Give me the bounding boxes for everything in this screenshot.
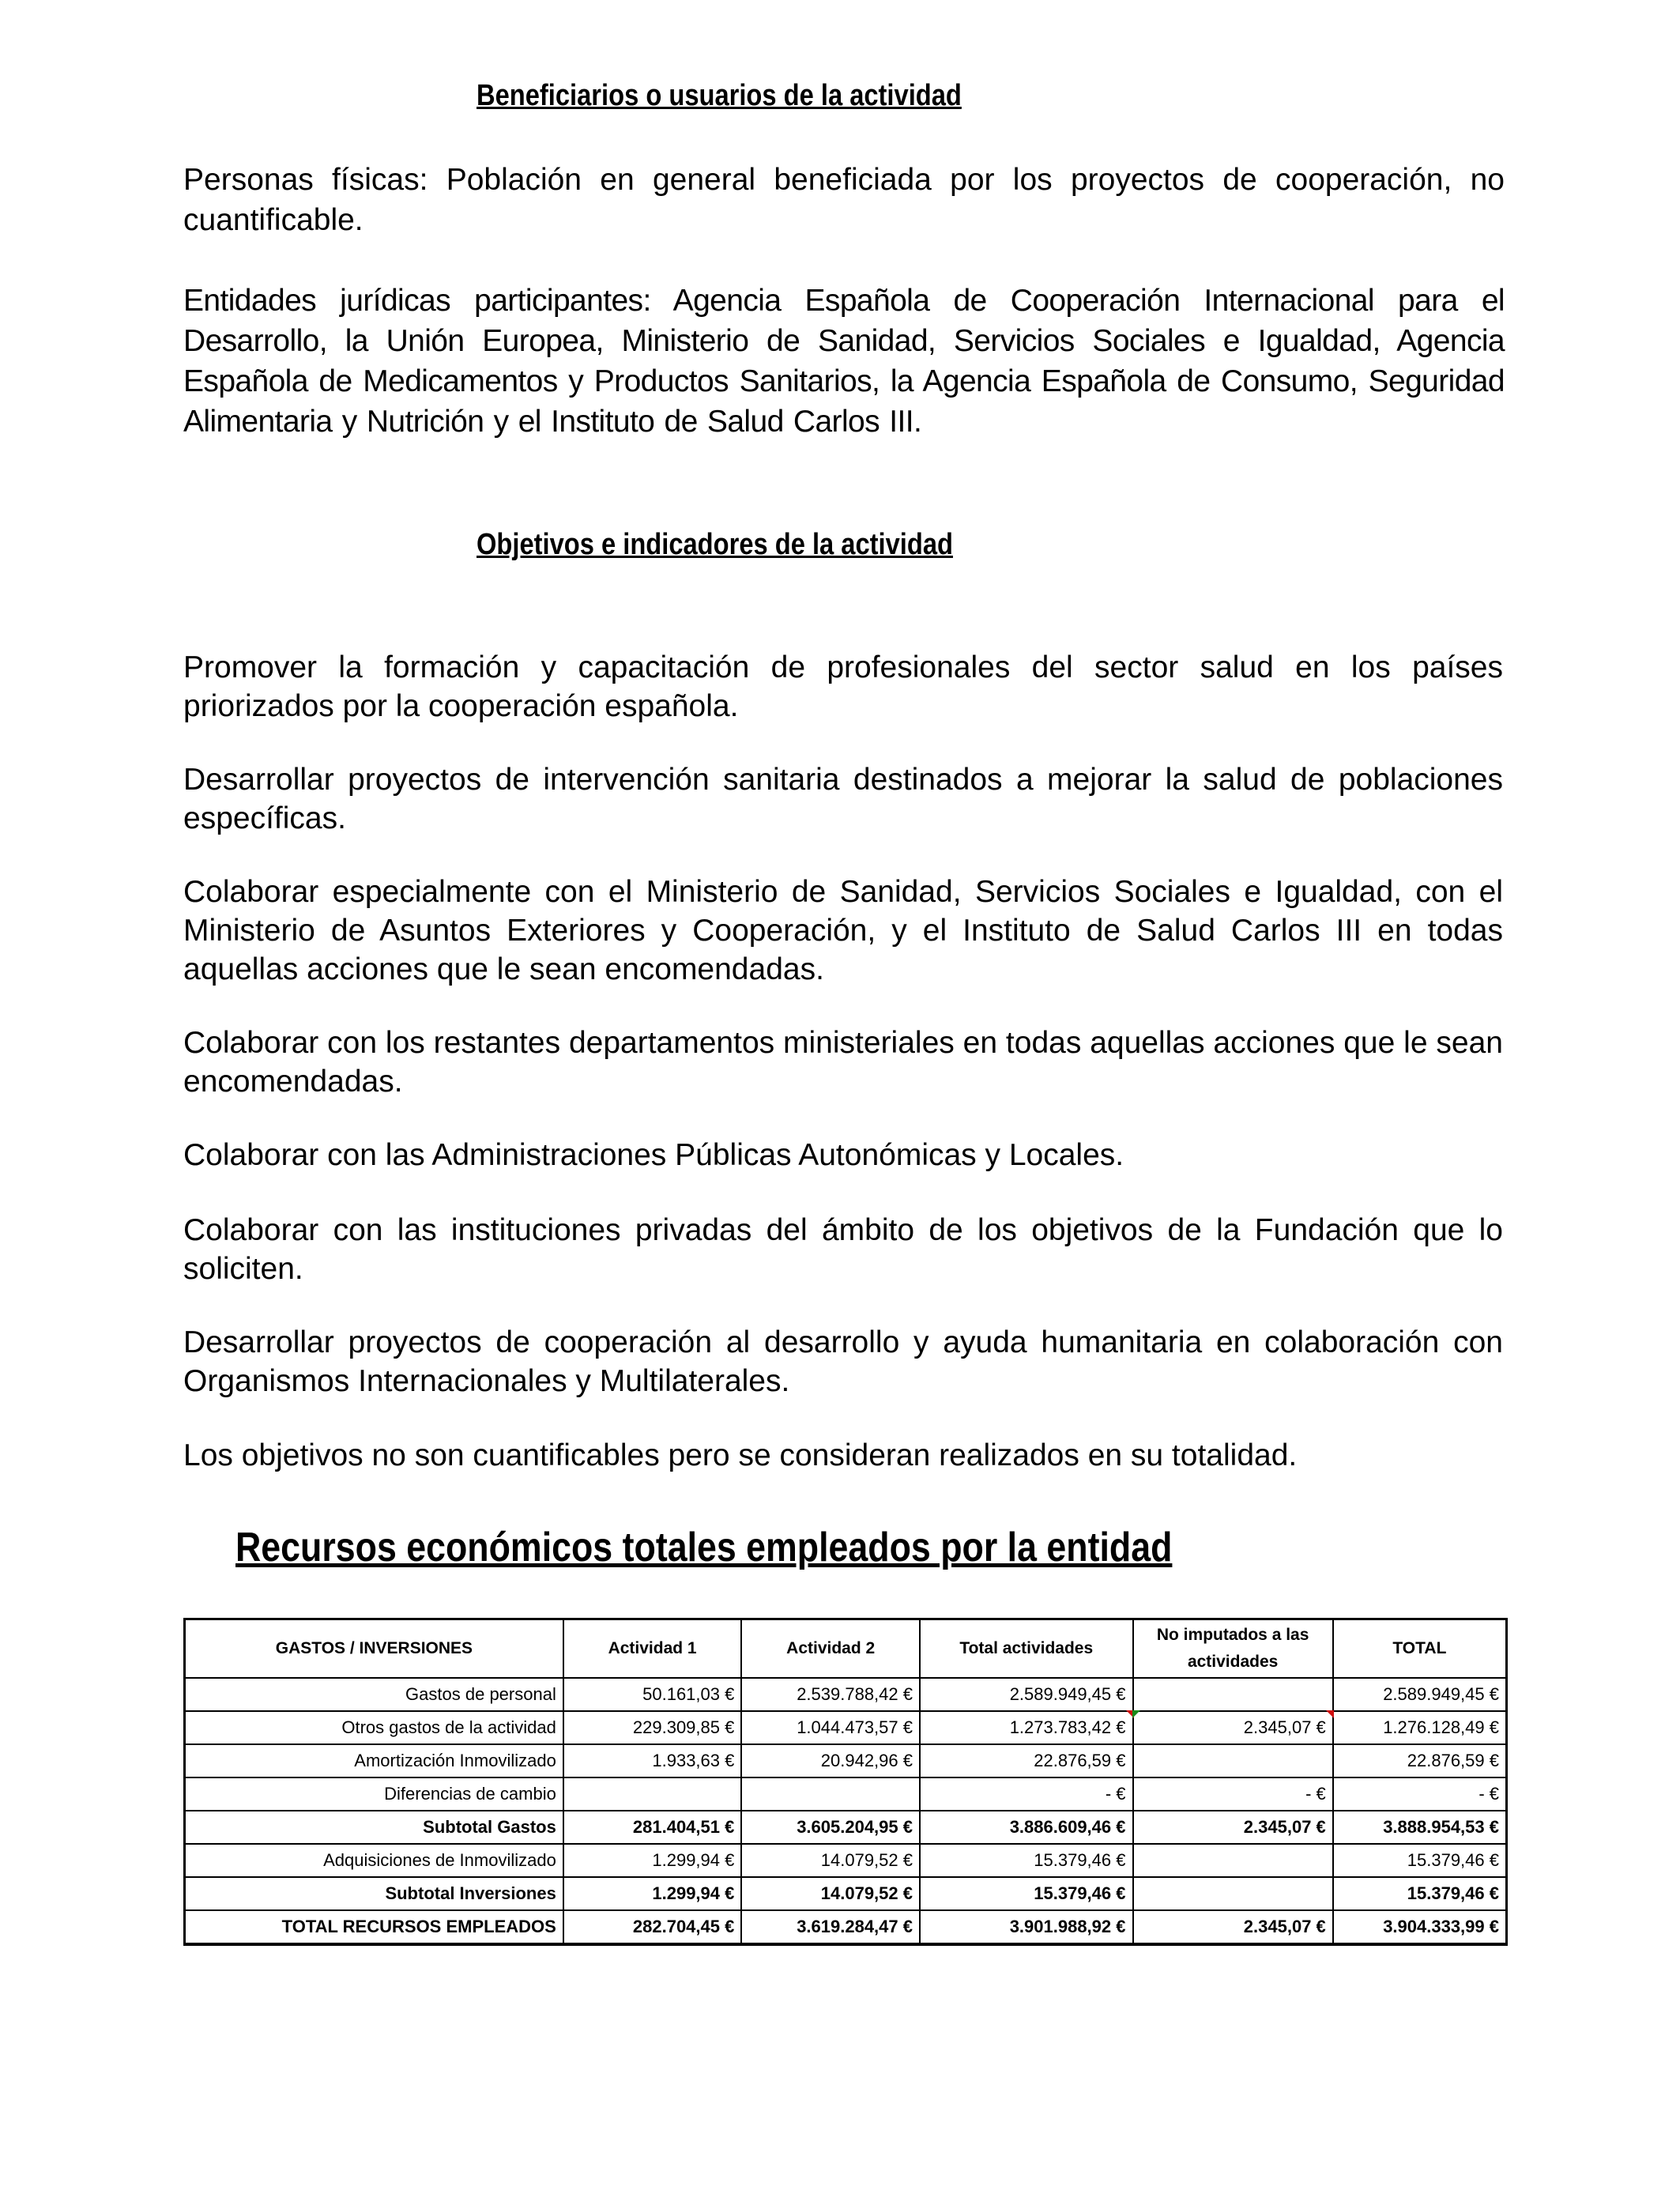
table-cell: 1.933,63 € bbox=[563, 1744, 742, 1777]
column-header: No imputados a las actividades bbox=[1133, 1619, 1333, 1679]
total-row bbox=[185, 1910, 1507, 1944]
table-row bbox=[185, 1711, 1507, 1744]
objective-item: Colaborar especialmente con el Ministerio de Sanidad, Servicios Sociales e Igualdad, con el Ministerio de Asuntos Exteriores y Cooperación, y el Instituto de Salud Carlos III en todas aquellas acciones que le sean encomendadas. bbox=[183, 875, 1503, 986]
table-cell: 2.539.788,42 € bbox=[741, 1678, 920, 1711]
table-cell: 2.345,07 € bbox=[1133, 1910, 1333, 1944]
resources-table bbox=[183, 1618, 1508, 1946]
column-header: GASTOS / INVERSIONES bbox=[185, 1619, 563, 1679]
objective-item: Colaborar con las instituciones privadas del ámbito de los objetivos de la Fundación que lo soliciten. bbox=[183, 1213, 1503, 1286]
table-cell: 3.619.284,47 € bbox=[741, 1910, 920, 1944]
objective-item: Promover la formación y capacitación de profesionales del sector salud en los países priorizados por la cooperación española. bbox=[183, 650, 1503, 723]
table-cell: 22.876,59 € bbox=[1333, 1744, 1507, 1777]
table-cell: 50.161,03 € bbox=[563, 1678, 742, 1711]
objective-conclusion: Los objetivos no son cuantificables pero se consideran realizados en su totalidad. bbox=[183, 1438, 1298, 1472]
table-cell: 2.345,07 € bbox=[1133, 1811, 1333, 1844]
table-cell bbox=[741, 1777, 920, 1811]
objective-item: Colaborar con las Administraciones Públicas Autonómicas y Locales. bbox=[183, 1138, 1124, 1172]
row-label: Adquisiciones de Inmovilizado bbox=[185, 1844, 563, 1877]
table-cell: 1.299,94 € bbox=[563, 1844, 742, 1877]
table-cell: 2.589.949,45 € bbox=[920, 1678, 1133, 1711]
table-row bbox=[185, 1744, 1507, 1777]
table-cell: - € bbox=[1133, 1777, 1333, 1811]
subtotal-row bbox=[185, 1877, 1507, 1910]
table-cell: 20.942,96 € bbox=[741, 1744, 920, 1777]
table-cell: 14.079,52 € bbox=[741, 1844, 920, 1877]
heading-beneficiarios: Beneficiarios o usuarios de la actividad bbox=[477, 79, 962, 112]
objective-item: Colaborar con los restantes departamentos ministeriales en todas aquellas acciones que le sean encomendadas. bbox=[183, 1026, 1503, 1099]
table-cell: 3.904.333,99 € bbox=[1333, 1910, 1507, 1944]
subtotal-row bbox=[185, 1811, 1507, 1844]
table-cell bbox=[563, 1777, 742, 1811]
table-row bbox=[185, 1777, 1507, 1811]
table-cell: 15.379,46 € bbox=[920, 1877, 1133, 1910]
heading-recursos: Recursos económicos totales empleados por la entidad bbox=[235, 1525, 1173, 1570]
table-row bbox=[185, 1844, 1507, 1877]
objective-item: Desarrollar proyectos de cooperación al desarrollo y ayuda humanitaria en colaboración con Organismos Internacionales y Multilaterales. bbox=[183, 1325, 1503, 1398]
table-cell bbox=[1133, 1877, 1333, 1910]
table-cell: 229.309,85 € bbox=[563, 1711, 742, 1744]
column-header: Actividad 1 bbox=[563, 1619, 742, 1679]
table-cell: 14.079,52 € bbox=[741, 1877, 920, 1910]
row-label: Gastos de personal bbox=[185, 1678, 563, 1711]
table-header-row bbox=[185, 1619, 1507, 1679]
table-cell: 15.379,46 € bbox=[1333, 1877, 1507, 1910]
table-cell: 3.888.954,53 € bbox=[1333, 1811, 1507, 1844]
table-cell bbox=[1133, 1844, 1333, 1877]
table-cell: 2.345,07 € bbox=[1133, 1711, 1333, 1744]
column-header: TOTAL bbox=[1333, 1619, 1507, 1679]
row-label: Otros gastos de la actividad bbox=[185, 1711, 563, 1744]
table-cell: 281.404,51 € bbox=[563, 1811, 742, 1844]
paragraph-personas-fisicas: Personas físicas: Población en general beneficiada por los proyectos de cooperación, no cuantificable. bbox=[183, 163, 1505, 237]
column-header: Total actividades bbox=[920, 1619, 1133, 1679]
table-row bbox=[185, 1678, 1507, 1711]
column-header: Actividad 2 bbox=[741, 1619, 920, 1679]
row-label: Subtotal Inversiones bbox=[185, 1877, 563, 1910]
heading-objetivos: Objetivos e indicadores de la actividad bbox=[477, 528, 953, 561]
table-cell: 1.276.128,49 € bbox=[1333, 1711, 1507, 1744]
table-cell bbox=[1133, 1678, 1333, 1711]
table-cell bbox=[1133, 1744, 1333, 1777]
table-cell: 2.589.949,45 € bbox=[1333, 1678, 1507, 1711]
row-label: TOTAL RECURSOS EMPLEADOS bbox=[185, 1910, 563, 1944]
table-cell: 15.379,46 € bbox=[920, 1844, 1133, 1877]
table-cell: 1.044.473,57 € bbox=[741, 1711, 920, 1744]
table-cell: 3.886.609,46 € bbox=[920, 1811, 1133, 1844]
table-cell: - € bbox=[920, 1777, 1133, 1811]
paragraph-entidades-juridicas: Entidades jurídicas participantes: Agencia Española de Cooperación Internacional para el Desarrollo, la Unión Europea, Ministerio de Sanidad, Servicios Sociales e Igualdad, Agencia Española de Medicamentos y Productos Sanitarios, la Agencia Española de Consumo, Seguridad Alimentaria y Nutrición y el Instituto de Salud Carlos III. bbox=[183, 284, 1505, 439]
table-cell: 1.273.783,42 € bbox=[920, 1711, 1133, 1744]
objective-item: Desarrollar proyectos de intervención sanitaria destinados a mejorar la salud de poblaciones específicas. bbox=[183, 763, 1503, 835]
table-cell: 22.876,59 € bbox=[920, 1744, 1133, 1777]
table-cell: 282.704,45 € bbox=[563, 1910, 742, 1944]
row-label: Amortización Inmovilizado bbox=[185, 1744, 563, 1777]
table-cell: - € bbox=[1333, 1777, 1507, 1811]
table-cell: 3.605.204,95 € bbox=[741, 1811, 920, 1844]
table-cell: 3.901.988,92 € bbox=[920, 1910, 1133, 1944]
table-cell: 15.379,46 € bbox=[1333, 1844, 1507, 1877]
row-label: Diferencias de cambio bbox=[185, 1777, 563, 1811]
table-cell: 1.299,94 € bbox=[563, 1877, 742, 1910]
row-label: Subtotal Gastos bbox=[185, 1811, 563, 1844]
